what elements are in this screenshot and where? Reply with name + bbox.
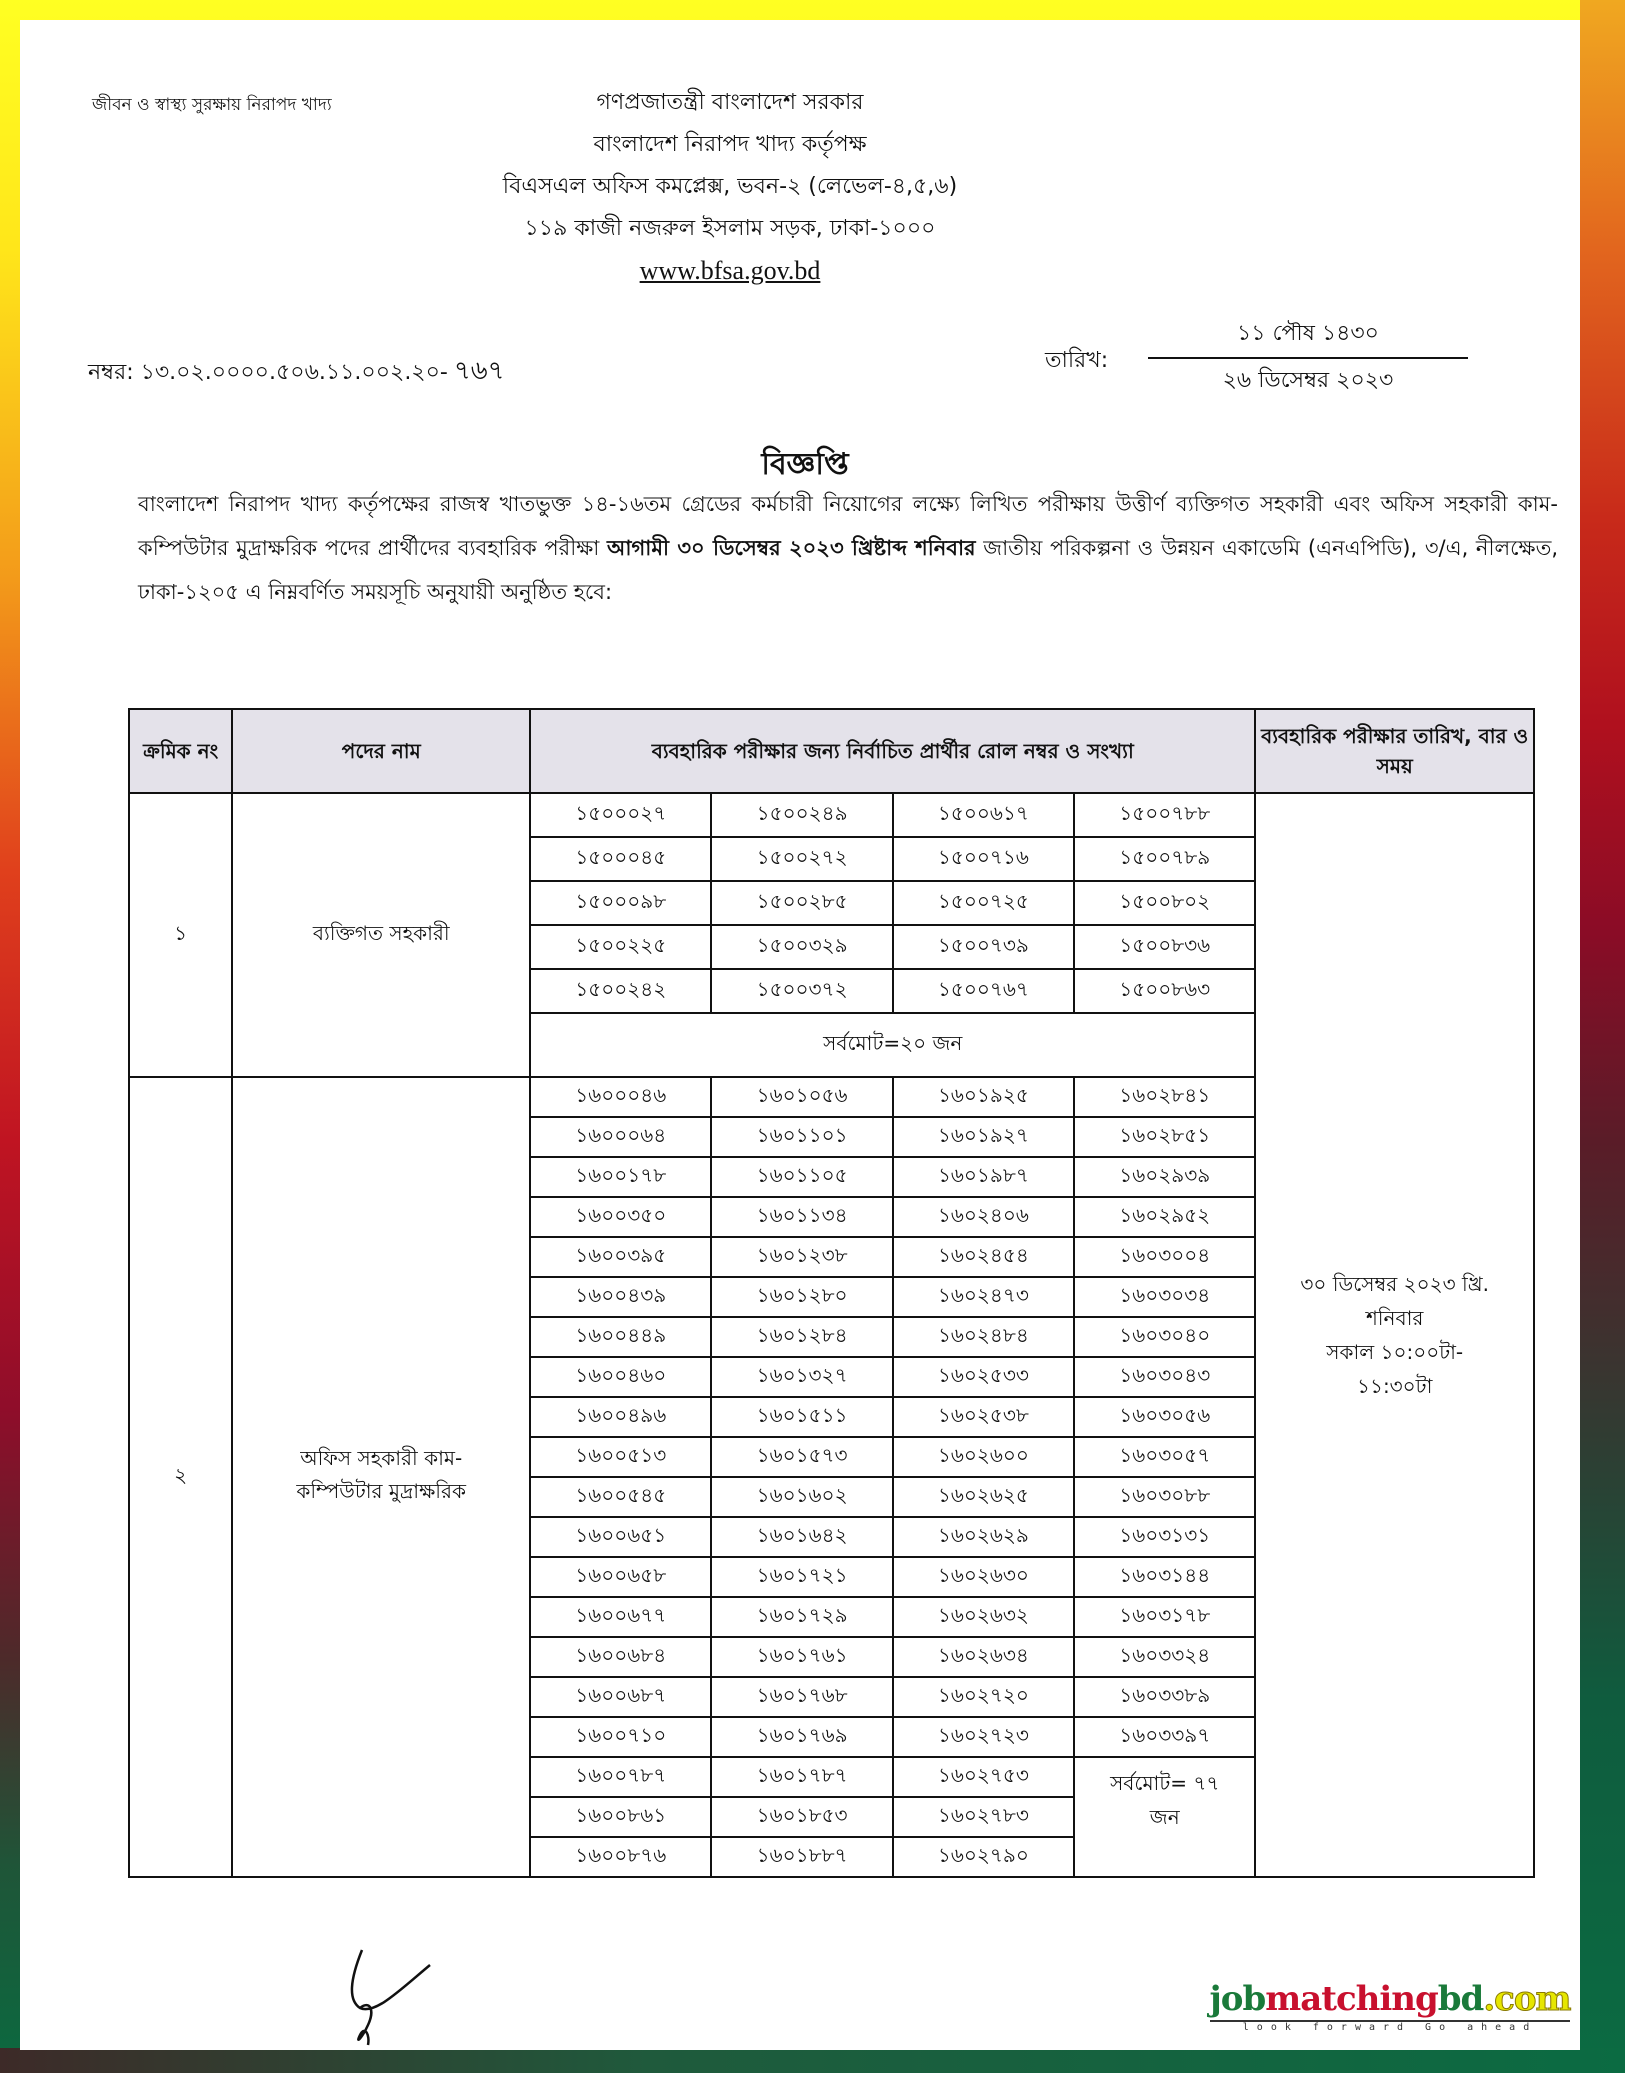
roll-number: ১৫০০৭৮৯ <box>1074 837 1255 881</box>
roll-number: ১৬০০৬৫১ <box>530 1517 711 1557</box>
roll-number: ১৬০২৬৩২ <box>893 1597 1074 1637</box>
watermark-brand: jobmatchingbd.com <box>1209 1979 1571 2019</box>
letterhead-authority: বাংলাদেশ নিরাপদ খাদ্য কর্তৃপক্ষ <box>593 132 867 157</box>
roll-number: ১৬০৩০৪৩ <box>1074 1357 1255 1397</box>
roll-number: ১৬০১১৩৪ <box>711 1197 892 1237</box>
header-post: পদের নাম <box>232 709 530 793</box>
letterhead-address: ১১৯ কাজী নজরুল ইসলাম সড়ক, ঢাকা-১০০০ <box>524 216 936 241</box>
signature-icon <box>320 1940 460 2050</box>
date-gregorian: ২৬ ডিসেম্বর ২০২৩ <box>1222 368 1394 393</box>
roll-number: ১৬০২৬২৯ <box>893 1517 1074 1557</box>
slogan: জীবন ও স্বাস্থ্য সুরক্ষায় নিরাপদ খাদ্য <box>92 95 332 115</box>
roll-number: ১৬০০৪৯৬ <box>530 1397 711 1437</box>
roll-number: ১৬০০৩৯৫ <box>530 1237 711 1277</box>
roll-number: ১৬০০৭৮৭ <box>530 1757 711 1797</box>
date-label: তারিখ: <box>1045 348 1109 373</box>
document-page <box>20 20 1580 2050</box>
schedule-time-start: সকাল ১০:০০টা- <box>1326 1340 1464 1364</box>
roll-number: ১৬০১৭৬৯ <box>711 1717 892 1757</box>
roll-number: ১৬০৩০৪০ <box>1074 1317 1255 1357</box>
watermark-tagline: look forward Go ahead <box>1210 2020 1570 2033</box>
roll-number: ১৬০২৬৩০ <box>893 1557 1074 1597</box>
roll-number: ১৬০১৭২৯ <box>711 1597 892 1637</box>
roll-number: ১৬০২৭২০ <box>893 1677 1074 1717</box>
post-cell <box>232 1077 530 1877</box>
date-block <box>1148 316 1468 400</box>
header-serial: ক্রমিক নং <box>129 709 232 793</box>
roll-number-table <box>128 708 1535 1878</box>
roll-number: ১৬০০১৭৮ <box>530 1157 711 1197</box>
roll-number: ১৬০০০৬৪ <box>530 1117 711 1157</box>
roll-number: ১৬০১২৮৪ <box>711 1317 892 1357</box>
header-schedule: ব্যবহারিক পরীক্ষার তারিখ, বার ও সময় <box>1255 709 1534 793</box>
roll-number: ১৬০২৫৩৮ <box>893 1397 1074 1437</box>
notice-paragraph <box>138 482 1558 614</box>
roll-number: ১৬০১৬০২ <box>711 1477 892 1517</box>
roll-number: ১৬০০৬৮৪ <box>530 1637 711 1677</box>
roll-number: ১৫০০০৯৮ <box>530 881 711 925</box>
roll-number: ১৬০১৫৭৩ <box>711 1437 892 1477</box>
roll-number: ১৬০০৮৭৬ <box>530 1837 711 1877</box>
roll-number: ১৬০০৫১৩ <box>530 1437 711 1477</box>
letterhead-office: বিএসএল অফিস কমপ্লেক্স, ভবন-২ (লেভেল-৪,৫,৬) <box>502 174 958 199</box>
roll-number: ১৫০০৮৩৬ <box>1074 925 1255 969</box>
roll-number: ১৬০২৭৫৩ <box>893 1757 1074 1797</box>
website-link[interactable]: www.bfsa.gov.bd <box>639 256 821 285</box>
roll-number: ১৬০২৭২৩ <box>893 1717 1074 1757</box>
roll-number: ১৬০১৯২৫ <box>893 1077 1074 1117</box>
schedule-day: শনিবার <box>1365 1306 1424 1330</box>
roll-number: ১৬০১১০৫ <box>711 1157 892 1197</box>
roll-number: ১৫০০৩২৯ <box>711 925 892 969</box>
roll-number: ১৬০৩০৮৮ <box>1074 1477 1255 1517</box>
roll-number: ১৬০৩০৫৭ <box>1074 1437 1255 1477</box>
roll-number: ১৬০০৬৭৭ <box>530 1597 711 1637</box>
roll-number: ১৬০০৫৪৫ <box>530 1477 711 1517</box>
roll-number: ১৬০১৬৪২ <box>711 1517 892 1557</box>
roll-number: ১৬০২৯৩৯ <box>1074 1157 1255 1197</box>
roll-number: ১৬০০০৪৬ <box>530 1077 711 1117</box>
roll-number: ১৬০০৬৮৭ <box>530 1677 711 1717</box>
roll-number: ১৬০০৮৬১ <box>530 1797 711 1837</box>
roll-number: ১৬০০৭১০ <box>530 1717 711 1757</box>
roll-number: ১৬০২৪৫৪ <box>893 1237 1074 1277</box>
roll-number: ১৫০০২২৫ <box>530 925 711 969</box>
table-header-row <box>129 709 1534 793</box>
roll-number: ১৬০৩৩৯৭ <box>1074 1717 1255 1757</box>
roll-number: ১৬০১২৮০ <box>711 1277 892 1317</box>
roll-number: ১৬০২৪৮৪ <box>893 1317 1074 1357</box>
schedule-time-end: ১১:৩০টা <box>1356 1374 1433 1398</box>
watermark-logo <box>1200 1980 1580 2033</box>
roll-number: ১৬০০৬৫৮ <box>530 1557 711 1597</box>
roll-number: ১৫০০৮৬৩ <box>1074 969 1255 1013</box>
roll-number: ১৫০০২৭২ <box>711 837 892 881</box>
roll-number: ১৬০১৭২১ <box>711 1557 892 1597</box>
roll-number: ১৬০১২৩৮ <box>711 1237 892 1277</box>
group-total: সর্বমোট=২০ জন <box>530 1013 1255 1077</box>
roll-number: ১৫০০২৪২ <box>530 969 711 1013</box>
roll-number: ১৬০১৮৫৩ <box>711 1797 892 1837</box>
roll-number: ১৫০০৭১৬ <box>893 837 1074 881</box>
roll-number: ১৬০২৯৫২ <box>1074 1197 1255 1237</box>
roll-number: ১৬০৩৩২৪ <box>1074 1637 1255 1677</box>
roll-number: ১৫০০২৪৯ <box>711 793 892 837</box>
roll-number: ১৫০০০২৭ <box>530 793 711 837</box>
letterhead-government: গণপ্রজাতন্ত্রী বাংলাদেশ সরকার <box>596 90 864 115</box>
decorative-frame-right <box>1580 0 1625 2073</box>
notice-text-bold: আগামী ৩০ ডিসেম্বর ২০২৩ খ্রিষ্টাব্দ শনিবার <box>607 536 976 560</box>
roll-number: ১৬০১৯২৭ <box>893 1117 1074 1157</box>
group-total-unit: জন <box>1149 1805 1180 1829</box>
roll-number: ১৬০২৪৭৩ <box>893 1277 1074 1317</box>
memo-number <box>88 350 505 394</box>
roll-number: ১৫০০৭৬৭ <box>893 969 1074 1013</box>
post-line: কম্পিউটার মুদ্রাক্ষরিক <box>296 1479 467 1503</box>
roll-number: ১৬০১৭৬৮ <box>711 1677 892 1717</box>
header-rolls: ব্যবহারিক পরীক্ষার জন্য নির্বাচিত প্রার্থীর রোল নম্বর ও সংখ্যা <box>530 709 1255 793</box>
roll-number: ১৬০২৫৩৩ <box>893 1357 1074 1397</box>
roll-number: ১৬০২৭৮৩ <box>893 1797 1074 1837</box>
post-cell: ব্যক্তিগত সহকারী <box>232 793 530 1077</box>
serial-cell: ১ <box>129 793 232 1077</box>
roll-number: ১৬০১৯৮৭ <box>893 1157 1074 1197</box>
roll-number: ১৬০১৩২৭ <box>711 1357 892 1397</box>
roll-number: ১৬০২৬০০ <box>893 1437 1074 1477</box>
roll-number: ১৬০০৩৫০ <box>530 1197 711 1237</box>
table-row <box>129 793 1534 837</box>
roll-number: ১৬০০৪৪৯ <box>530 1317 711 1357</box>
signature <box>320 1940 460 2054</box>
date-bangla: ১১ পৌষ ১৪৩০ <box>1148 316 1468 359</box>
group-total-count: সর্বমোট= ৭৭ <box>1110 1771 1220 1795</box>
roll-number: ১৬০১০৫৬ <box>711 1077 892 1117</box>
roll-number: ১৫০০৭৮৮ <box>1074 793 1255 837</box>
schedule-cell <box>1255 793 1534 1877</box>
roll-number: ১৬০২৭৯০ <box>893 1837 1074 1877</box>
roll-number: ১৬০১১০১ <box>711 1117 892 1157</box>
roll-number: ১৬০২৬৩৪ <box>893 1637 1074 1677</box>
letterhead <box>20 82 1440 292</box>
roll-number: ১৬০২৮৪১ <box>1074 1077 1255 1117</box>
notice-text-1: বাংলাদেশ নিরাপদ খাদ্য কর্তৃপক্ষের রাজস্ব খাতভুক্ত ১৪-১৬তম গ্রেডের কর্মচারী নিয়োগের লক্ষ্যে লিখিত পরীক্ষায় উত্তীর্ণ ব্যক্তিগত সহকারী এবং অফিস সহকারী কাম-কম্পিউটার মুদ্রাক্ষরিক পদের প্রার্থীদের ব্যবহারিক পরীক্ষা <box>138 492 1558 560</box>
roll-number: ১৬০৩০৫৬ <box>1074 1397 1255 1437</box>
memo-number-text: নম্বর: ১৩.০২.০০০০.৫০৬.১১.০০২.২০- <box>88 360 448 385</box>
roll-number: ১৬০৩১৪৪ <box>1074 1557 1255 1597</box>
post-line: অফিস সহকারী কাম- <box>300 1446 463 1470</box>
roll-number: ১৬০২৬২৫ <box>893 1477 1074 1517</box>
roll-number: ১৬০১৫১১ <box>711 1397 892 1437</box>
notice-text-2: জাতীয় পরিকল্পনা ও উন্নয়ন একাডেমি (এনএপিডি), ৩/এ, নীলক্ষেত, ঢাকা-১২০৫ এ নিম্নবর্ণিত সময়সূচি অনুযায়ী অনুষ্ঠিত হবে: <box>138 536 1558 604</box>
roll-number: ১৬০২৪০৬ <box>893 1197 1074 1237</box>
roll-number: ১৬০০৪৬০ <box>530 1357 711 1397</box>
roll-number: ১৬০৩০০৪ <box>1074 1237 1255 1277</box>
notice-title: বিজ্ঞপ্তি <box>761 447 849 482</box>
roll-number: ১৫০০৭৩৯ <box>893 925 1074 969</box>
roll-number: ১৬০১৭৬১ <box>711 1637 892 1677</box>
memo-number-handwritten: ৭৬৭ <box>453 356 505 386</box>
serial-cell: ২ <box>129 1077 232 1877</box>
roll-number: ১৬০৩৩৮৯ <box>1074 1677 1255 1717</box>
roll-number: ১৬০৩১৭৮ <box>1074 1597 1255 1637</box>
roll-number: ১৫০০০৪৫ <box>530 837 711 881</box>
roll-number: ১৬০০৪৩৯ <box>530 1277 711 1317</box>
roll-number: ১৬০৩১৩১ <box>1074 1517 1255 1557</box>
roll-number: ১৫০০৬১৭ <box>893 793 1074 837</box>
roll-number: ১৫০০২৮৫ <box>711 881 892 925</box>
schedule-date: ৩০ ডিসেম্বর ২০২৩ খ্রি. <box>1300 1272 1489 1296</box>
roll-number: ১৬০১৭৮৭ <box>711 1757 892 1797</box>
roll-number: ১৫০০৩৭২ <box>711 969 892 1013</box>
roll-number: ১৬০৩০৩৪ <box>1074 1277 1255 1317</box>
roll-number: ১৬০২৮৫১ <box>1074 1117 1255 1157</box>
roll-number: ১৫০০৭২৫ <box>893 881 1074 925</box>
roll-number: ১৫০০৮০২ <box>1074 881 1255 925</box>
roll-number: ১৬০১৮৮৭ <box>711 1837 892 1877</box>
group-total <box>1074 1757 1255 1877</box>
decorative-frame-bottom <box>0 2048 1625 2073</box>
